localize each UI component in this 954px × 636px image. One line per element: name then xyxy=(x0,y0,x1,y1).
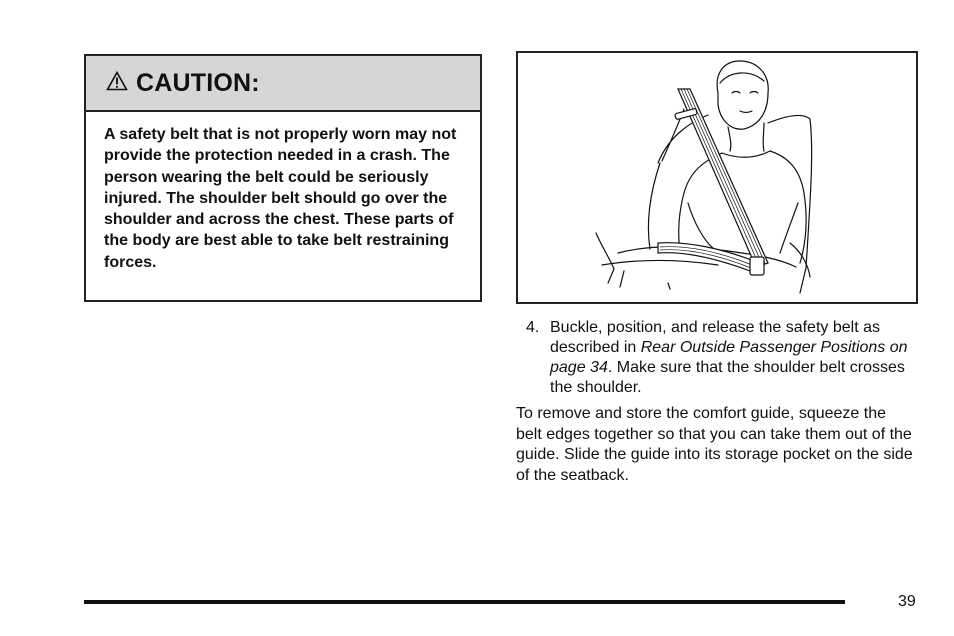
caution-text: A safety belt that is not properly worn may not provide the protection needed in a crash. The person wearing the belt could be seriously injured. The shoulder belt should go over the shoulder and across the chest. These parts of the body are best able to take belt restraining forces. xyxy=(104,126,457,271)
step-text xyxy=(550,318,916,398)
storage-instructions-paragraph: To remove and store the comfort guide, squeeze the belt edges together so that you can take them out of the guide. Slide the guide into its storage pocket on the side of the seatback. xyxy=(516,405,913,484)
safety-belt-illustration xyxy=(516,51,918,304)
person-with-belt-drawing xyxy=(518,53,916,302)
cross-reference-link: Rear Outside Passenger Positions on page 34 xyxy=(550,339,908,376)
head-outline xyxy=(717,61,768,129)
page-number: 39 xyxy=(898,593,916,610)
step-text-before: Buckle, position, and release the safety belt as described in xyxy=(550,319,880,356)
warning-triangle-icon xyxy=(106,71,128,91)
belt-buckle xyxy=(750,257,764,275)
step-text-after: . Make sure that the shoulder belt crosses the shoulder. xyxy=(550,359,905,396)
caution-box xyxy=(84,54,482,302)
step-number: 4. xyxy=(526,319,540,336)
instruction-step-4 xyxy=(526,318,916,398)
caution-title: CAUTION: xyxy=(136,68,260,97)
caution-header xyxy=(86,56,480,112)
footer-rule xyxy=(84,600,845,604)
